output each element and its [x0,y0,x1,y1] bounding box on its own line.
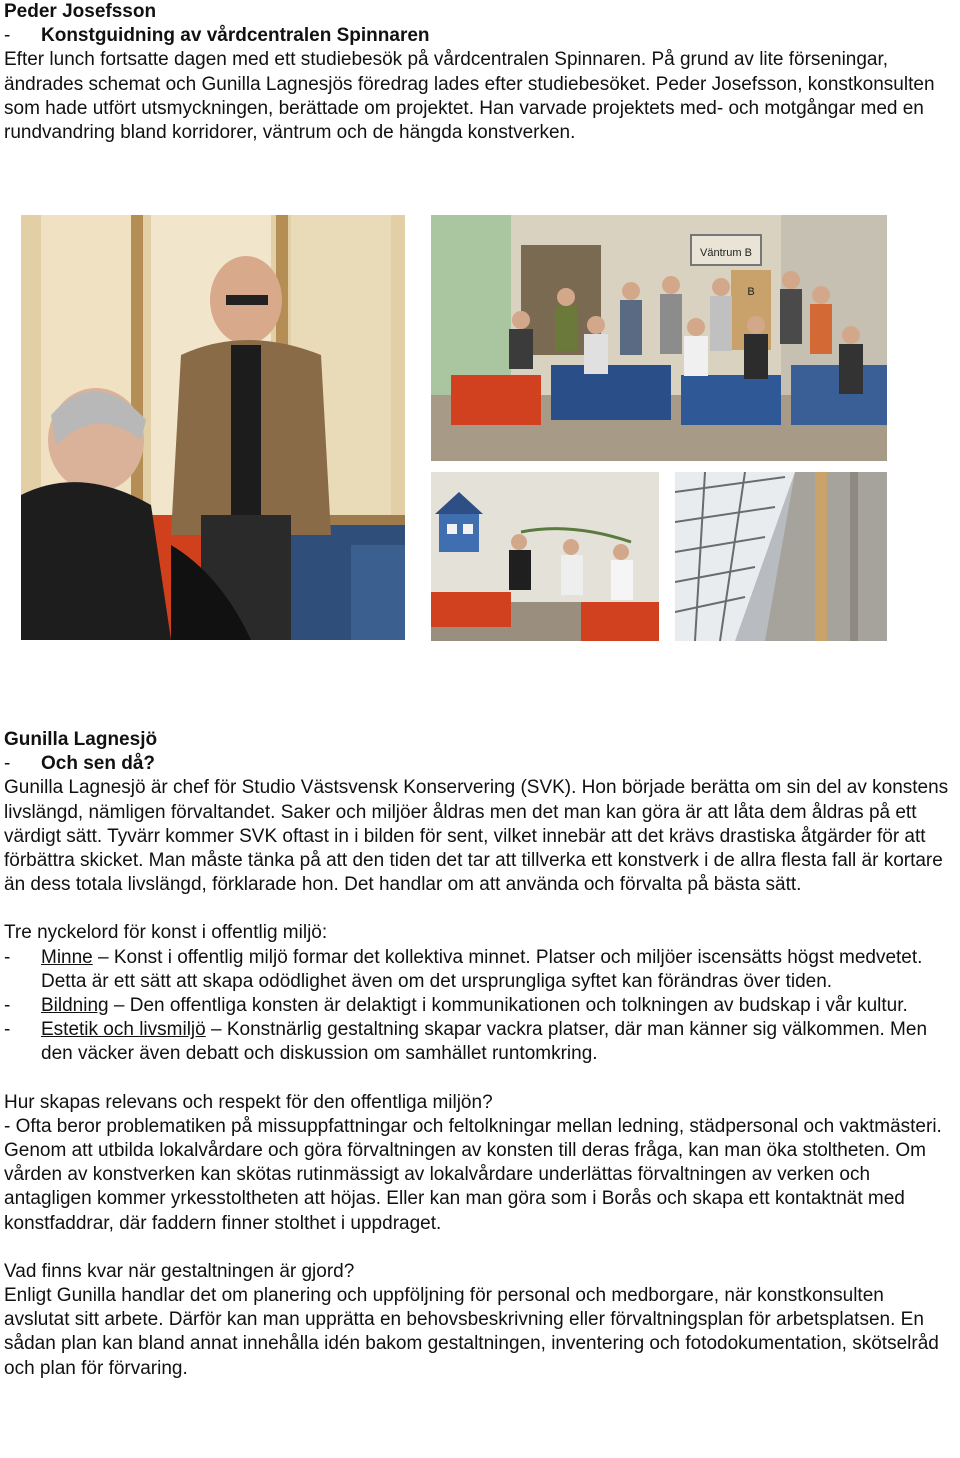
keyword-text: – Konst i offentlig miljö formar det kollektiva minnet. Platser och miljöer iscensätts högst medvetet. Detta är ett sätt att skapa odödlighet även om det ursprungliga syftet kan förändras över tiden. [41,946,923,992]
photo-skylight [675,472,887,641]
remaining-question: Vad finns kvar när gestaltningen är gjord? [4,1260,355,1282]
keyword-text: – Konstnärlig gestaltning skapar vackra platser, där man känner sig välkommen. Men den väcker även debatt och diskussion om samhället runtomkring. [41,1019,928,1065]
list-dash: - [4,995,11,1017]
door-letter: B [747,286,755,298]
photo-seated-panel [431,472,659,641]
subtitle-row [4,24,954,48]
keyword-item [4,1018,954,1066]
subtitle-row [4,752,954,776]
section-heading: Gunilla Lagnesjö [4,729,158,750]
section-subtitle: Och sen då? [41,753,156,775]
photo-group-image [431,215,887,461]
keyword-text: – Den offentliga konsten är delaktigt i kommunikationen och tolkningen av budskap i vår kultur. [108,995,908,1017]
photo-speaker-standing [21,215,405,640]
keyword-item [4,946,954,994]
keyword-term: Minne [41,946,93,968]
dash: - [4,25,11,47]
section-subtitle: Konstguidning av vårdcentralen Spinnaren [41,25,430,47]
keywords-intro: Tre nyckelord för konst i offentlig miljö: [4,922,328,944]
photo-group-waiting-room [431,215,887,461]
section-heading: Peder Josefsson [4,1,157,22]
section-body: Gunilla Lagnesjö är chef för Studio Västsvensk Konservering (SVK). Hon började berätta om sin del av konstens livslängd, nämligen förvaltandet. Saker och miljöer åldras men det man kan göra är att låta dem åldras på ett värdigt sätt. Tyvärr kommer SVK oftast in i bilden för sent, vilket innebär att det krävs drastiska åtgärder för att förbättra skicket. Man måste tänka på att den tiden det tar att tillverka ett konstverk i de allra flesta fall är kortare än dess totala livslängd, förklarade hon. Det handlar om att använda och förvalta på bästa sätt. [4,777,949,896]
photo-panel-image [431,472,659,641]
section-peder-josefsson [4,0,954,145]
keyword-item [4,994,954,1018]
dash: - [4,753,11,775]
list-dash: - [4,1019,11,1041]
photo-skylight-image [675,472,887,641]
section-gunilla-lagnesjo [4,728,954,1381]
keyword-term: Bildning [41,995,109,1017]
remaining-answer: Enligt Gunilla handlar det om planering och uppföljning för personal och medborgare, när konstkonsulten avslutat sitt arbete. Därför kan man upprätta en behovsbeskrivning eller förvaltningsplan för arbetsplatsen. En sådan plan kan bland annat innehålla idén bakom gestaltningen, inventering och fotodokumentation, skötselråd och plan för förvaring. [4,1285,939,1379]
section-body: Efter lunch fortsatte dagen med ett studiebesök på vårdcentralen Spinnaren. På grund av lite förseningar, ändrades schemat och Gunilla Lagnesjös föredrag lades efter studiebesöket. Peder Josefsson, konstkonsulten som hade utfört utsmyckningen, berättade om projektet. Han varvade projektets med- och motgångar med en rundvandring bland korridorer, väntrum och de hängda konstverken. [4,49,935,144]
relevance-question: Hur skapas relevans och respekt för den offentliga miljön? [4,1091,493,1113]
photo-speaker-image [21,215,405,640]
keywords-list [4,946,954,1067]
keyword-term: Estetik och livsmiljö [41,1019,206,1041]
list-dash: - [4,946,11,968]
relevance-answer: - Ofta beror problematiken på missuppfattningar och feltolkningar mellan ledning, städpersonal och vaktmästeri. Genom att utbilda lokalvårdare och göra förvaltningen av konsten till deras fråga, kan man öka stoltheten. Om vården av konstverken kan skötas rutinmässigt av lokalvårdare underlättas förvaltningen av verken och antagligen kommer yrkesstoltheten att höjas. Eller kan man göra som i Borås och skapa ett kontaktnät med konstfaddrar, där faddern finner stolthet i uppdraget. [4,1115,942,1234]
sign-text: Väntrum B [700,247,752,259]
